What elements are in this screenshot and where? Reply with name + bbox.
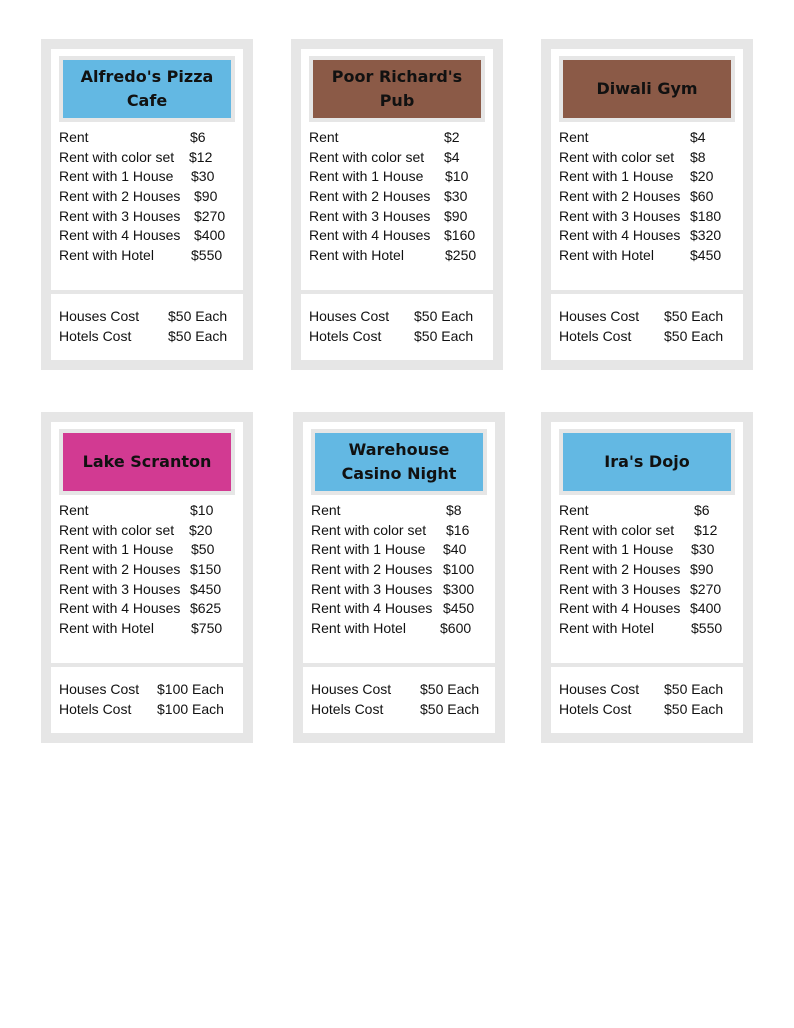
card-title-bar bbox=[563, 60, 731, 118]
cost-panel bbox=[551, 667, 743, 733]
property-card bbox=[41, 412, 253, 743]
cost-panel bbox=[51, 294, 243, 360]
three-houses-row: Rent with 3 Houses $90 bbox=[309, 207, 468, 224]
hotels-cost-row: Hotels Cost $50 Each bbox=[311, 700, 480, 717]
card-title-bar bbox=[315, 433, 483, 491]
four-houses-row: Rent with 4 Houses $625 bbox=[59, 600, 222, 617]
three-houses-row: Rent with 3 Houses $300 bbox=[311, 580, 475, 597]
card-title: Diwali Gym bbox=[596, 79, 698, 98]
four-houses-row: Rent with 4 Houses $400 bbox=[559, 600, 722, 617]
card-title-bar bbox=[563, 433, 731, 491]
property-card bbox=[541, 39, 753, 370]
rent-row: Rent $6 bbox=[559, 502, 710, 518]
color-set-row: Rent with color set $20 bbox=[59, 521, 213, 538]
four-houses-row: Rent with 4 Houses $450 bbox=[311, 600, 475, 617]
houses-cost-row: Houses Cost $50 Each bbox=[311, 681, 480, 697]
property-card bbox=[293, 412, 505, 743]
four-houses-row: Rent with 4 Houses $400 bbox=[59, 227, 226, 244]
rent-row: Rent $8 bbox=[311, 502, 462, 518]
two-houses-row: Rent with 2 Houses $150 bbox=[59, 561, 222, 578]
property-card bbox=[541, 412, 753, 743]
cost-panel bbox=[303, 667, 495, 733]
card-title: Ira's Dojo bbox=[604, 452, 690, 471]
two-houses-row: Rent with 2 Houses $100 bbox=[311, 561, 475, 578]
rent-row: Rent $2 bbox=[309, 129, 460, 145]
property-card bbox=[291, 39, 503, 370]
hotel-row: Rent with Hotel $550 bbox=[559, 620, 723, 637]
card-title: Warehouse Casino Night bbox=[341, 440, 457, 483]
hotel-row: Rent with Hotel $550 bbox=[59, 247, 223, 264]
hotels-cost-row: Hotels Cost $50 Each bbox=[309, 327, 474, 344]
rent-panel bbox=[301, 49, 493, 290]
rent-panel bbox=[303, 422, 495, 663]
color-set-row: Rent with color set $12 bbox=[59, 148, 213, 165]
rent-panel bbox=[51, 422, 243, 663]
three-houses-row: Rent with 3 Houses $180 bbox=[559, 207, 722, 224]
rent-panel bbox=[551, 422, 743, 663]
three-houses-row: Rent with 3 Houses $270 bbox=[59, 207, 226, 224]
cost-panel bbox=[301, 294, 493, 360]
card-title: Poor Richard's Pub bbox=[331, 67, 463, 110]
rent-row: Rent $10 bbox=[59, 502, 214, 518]
cost-panel bbox=[551, 294, 743, 360]
color-set-row: Rent with color set $4 bbox=[309, 148, 460, 165]
three-houses-row: Rent with 3 Houses $450 bbox=[59, 580, 222, 597]
two-houses-row: Rent with 2 Houses $60 bbox=[559, 188, 714, 205]
color-set-row: Rent with color set $12 bbox=[559, 521, 718, 538]
houses-cost-row: Houses Cost $50 Each bbox=[309, 308, 474, 324]
hotels-cost-row: Hotels Cost $50 Each bbox=[559, 327, 724, 344]
two-houses-row: Rent with 2 Houses $90 bbox=[59, 188, 218, 205]
property-card bbox=[41, 39, 253, 370]
one-house-row: Rent with 1 House $50 bbox=[59, 541, 215, 558]
houses-cost-row: Houses Cost $50 Each bbox=[559, 308, 724, 324]
rent-row: Rent $6 bbox=[59, 129, 206, 145]
hotels-cost-row: Hotels Cost $50 Each bbox=[59, 327, 228, 344]
rent-panel bbox=[51, 49, 243, 290]
one-house-row: Rent with 1 House $30 bbox=[559, 541, 715, 558]
one-house-row: Rent with 1 House $30 bbox=[59, 168, 215, 185]
card-title: Lake Scranton bbox=[82, 452, 212, 471]
hotel-row: Rent with Hotel $600 bbox=[311, 620, 472, 637]
card-title-bar bbox=[63, 60, 231, 118]
hotels-cost-row: Hotels Cost $100 Each bbox=[59, 700, 224, 717]
color-set-row: Rent with color set $8 bbox=[559, 148, 706, 165]
one-house-row: Rent with 1 House $40 bbox=[311, 541, 467, 558]
two-houses-row: Rent with 2 Houses $90 bbox=[559, 561, 714, 578]
hotels-cost-row: Hotels Cost $50 Each bbox=[559, 700, 724, 717]
hotel-row: Rent with Hotel $250 bbox=[309, 247, 477, 264]
rent-row: Rent $4 bbox=[559, 129, 706, 145]
houses-cost-row: Houses Cost $50 Each bbox=[59, 308, 228, 324]
one-house-row: Rent with 1 House $20 bbox=[559, 168, 714, 185]
houses-cost-row: Houses Cost $50 Each bbox=[559, 681, 724, 697]
houses-cost-row: Houses Cost $100 Each bbox=[59, 681, 224, 697]
rent-panel bbox=[551, 49, 743, 290]
one-house-row: Rent with 1 House $10 bbox=[309, 168, 469, 185]
three-houses-row: Rent with 3 Houses $270 bbox=[559, 580, 722, 597]
four-houses-row: Rent with 4 Houses $160 bbox=[309, 227, 476, 244]
card-title: Alfredo's Pizza Cafe bbox=[80, 67, 214, 110]
hotel-row: Rent with Hotel $450 bbox=[559, 247, 722, 264]
two-houses-row: Rent with 2 Houses $30 bbox=[309, 188, 468, 205]
color-set-row: Rent with color set $16 bbox=[311, 521, 470, 538]
card-title-bar bbox=[63, 433, 231, 491]
four-houses-row: Rent with 4 Houses $320 bbox=[559, 227, 722, 244]
card-title-bar bbox=[313, 60, 481, 118]
cost-panel bbox=[51, 667, 243, 733]
hotel-row: Rent with Hotel $750 bbox=[59, 620, 223, 637]
